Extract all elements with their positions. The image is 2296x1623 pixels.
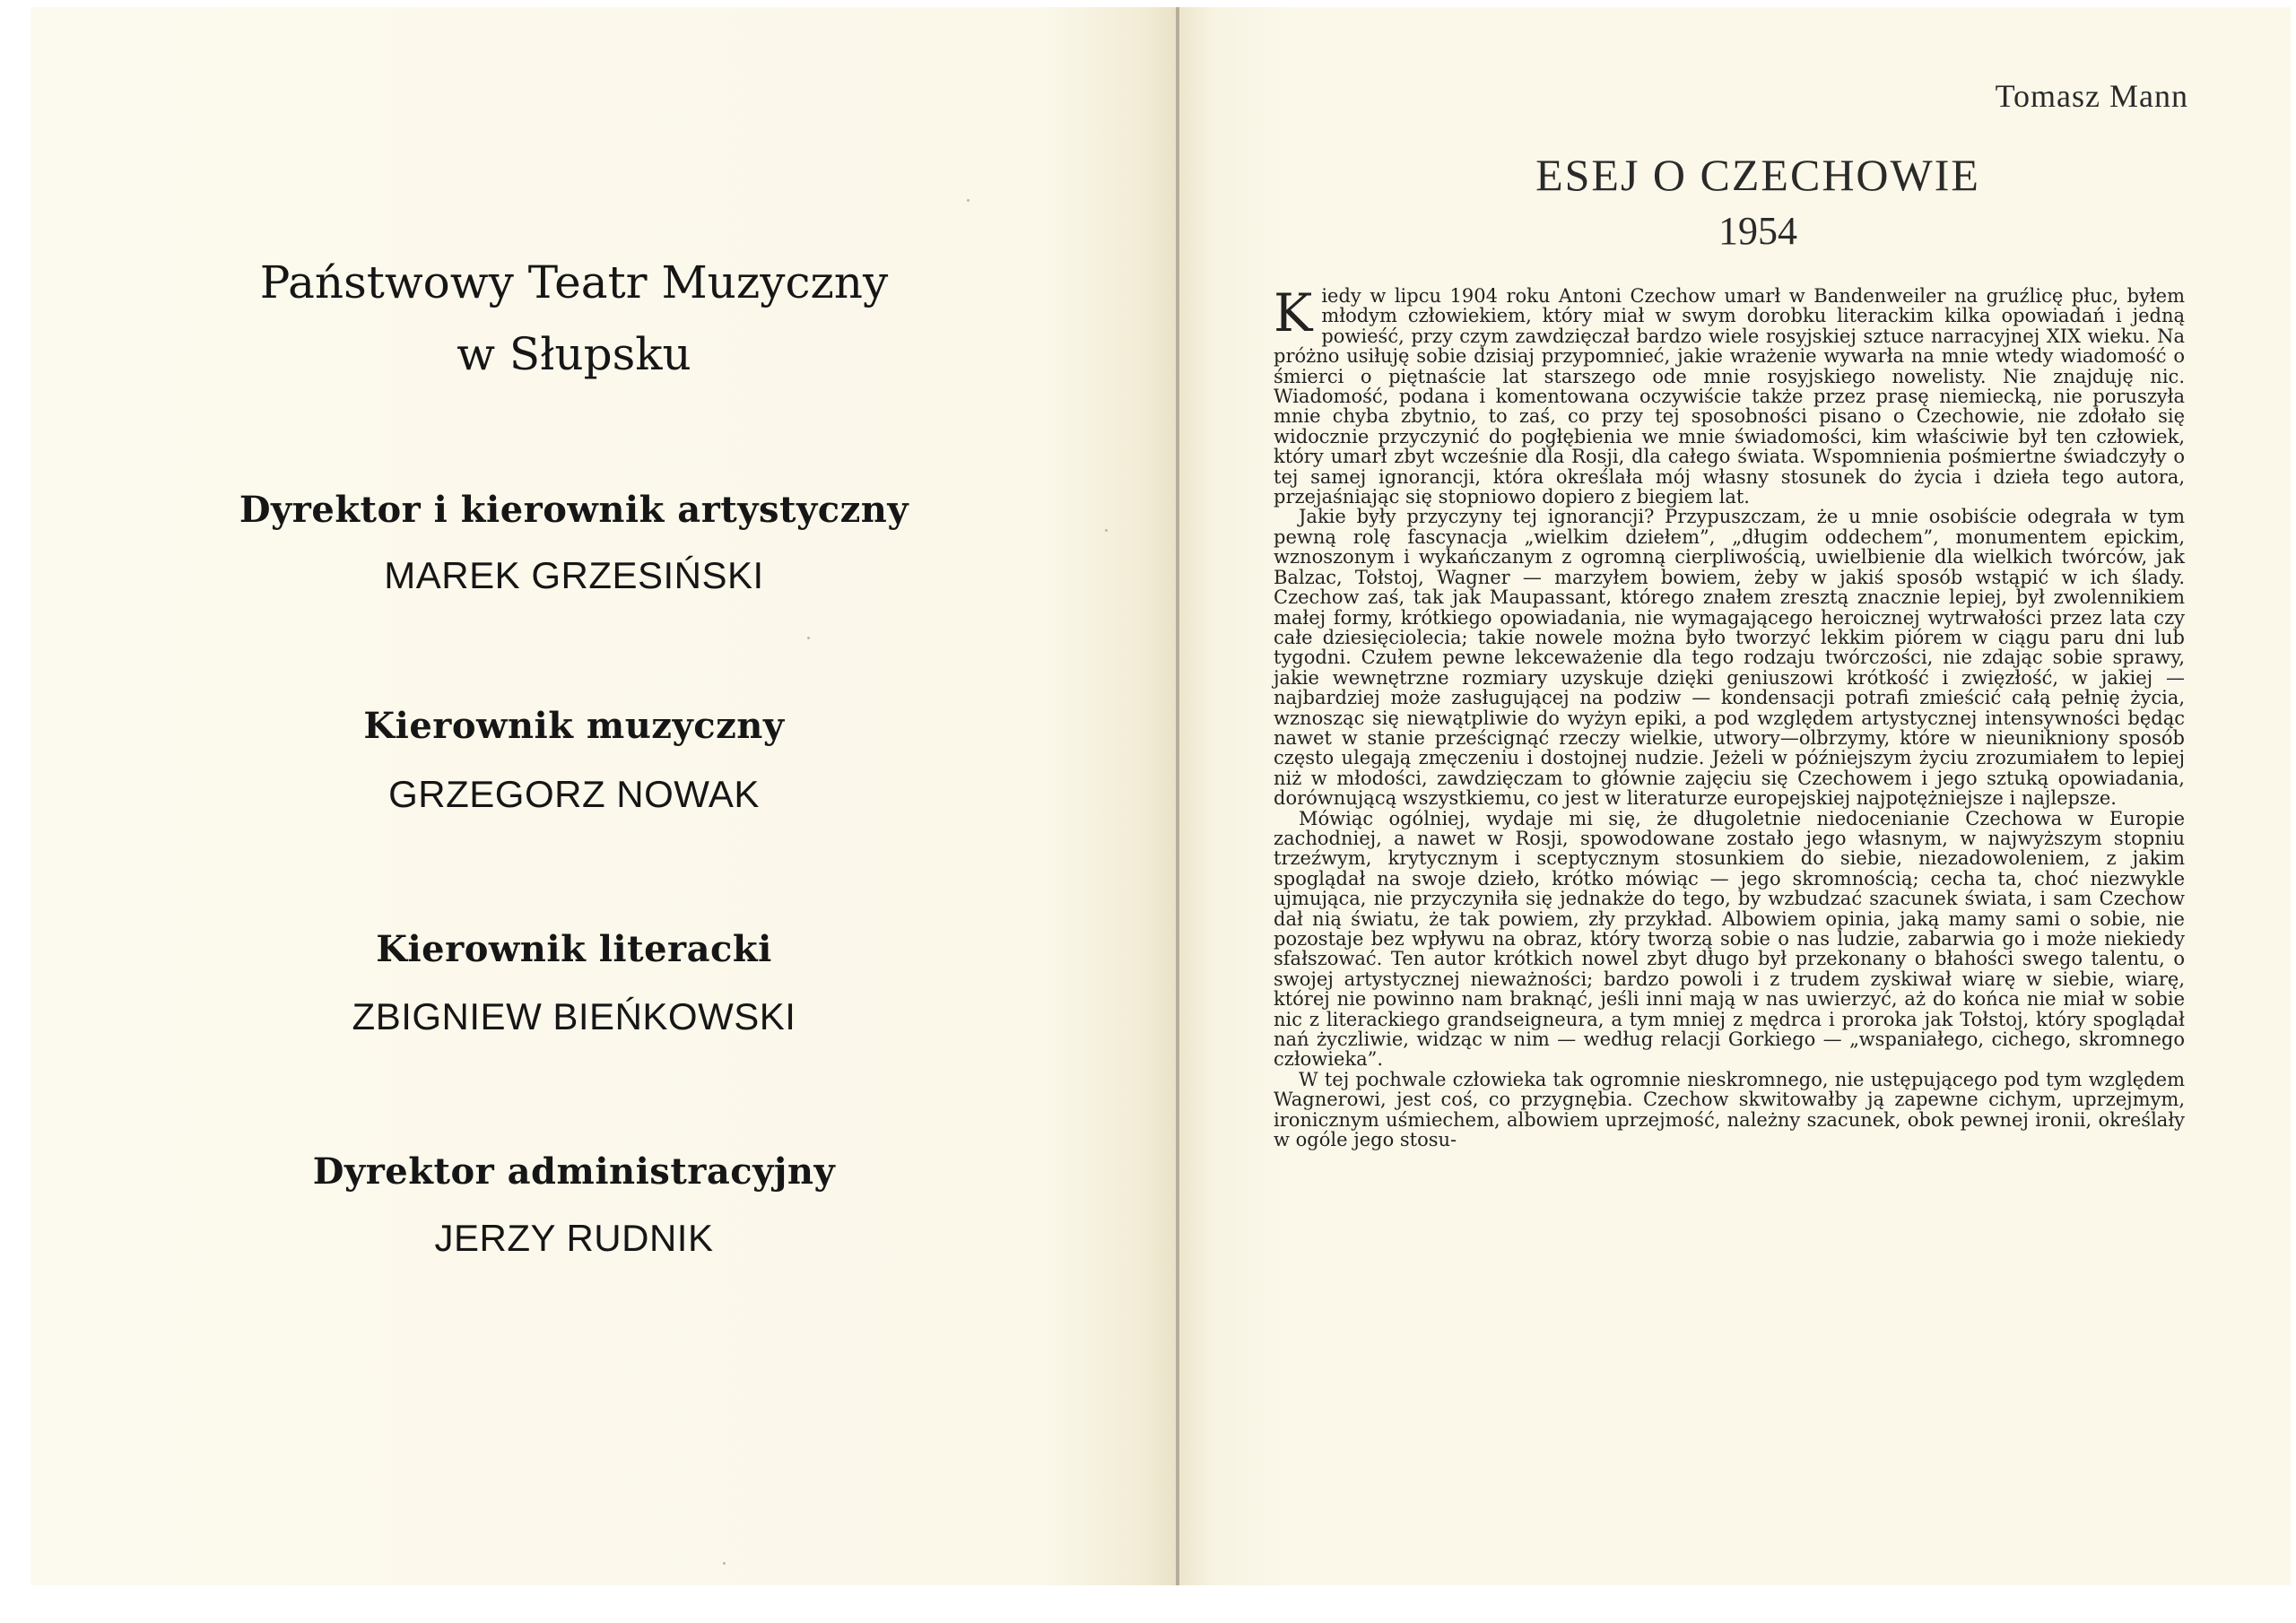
paper-speck: [807, 637, 810, 639]
staff-role-4: Dyrektor administracyjny: [312, 1150, 836, 1193]
theatre-name-line2: w Słupsku: [457, 328, 691, 380]
staff-name-4: JERZY RUDNIK: [434, 1217, 714, 1259]
essay-paragraph-3: Mówiąc ogólniej, wydaje mi się, że długoletnie niedocenianie Czechowa w Europie zachodniej, a nawet w Rosji, spowodowane zostało jego własnym, w najwyższym stopniu trzeźwym, krytycznym i sceptycznym stosunkiem do siebie, niezadowoleniem, z jakim spoglądał na swoje dzieło, krótko mówiąc — jego skromnością; cecha ta, choć niezwykle ujmująca, nie przyczyniła się jednakże do tego, by wzbudzać szacunek świata, i sam Czechow dał nią światu, że tak powiem, zły przykład. Albowiem opinia, jaką mamy sami o sobie, nie pozostaje bez wpływu na obraz, który tworzą sobie o nas ludzie, zabarwia go i może niekiedy sfałszować. Ten autor krótkich nowel zbyt długo był przekonany o błahości swego talentu, o swojej artystycznej nieważności; bardzo powoli i z trudem zyskiwał wiarę w siebie, wiarę, której nie powinno nam braknąć, jeśli inni mają w nas uwierzyć, aż do końca nie miał w sobie nic z literackiego grandseigneura, a tym mniej z mędrca i proroka jak Tołstoj, który spoglądał nań życzliwie, widząc w nim — według relacji Gorkiego — „wspaniałego, cichego, skromnego człowieka”.: [1274, 807, 2185, 1071]
paper-speck: [1105, 529, 1108, 532]
theatre-name: [0, 247, 1148, 390]
essay-paragraph-1: [1274, 282, 2185, 508]
staff-role-3: Kierownik literacki: [376, 928, 772, 970]
paper-speck: [967, 199, 970, 202]
essay-paragraph-4: W tej pochwale człowieka tak ogromnie nieskromnego, nie ustępującego pod tym względem Wagnerowi, jest coś, co przygnębia. Czechow skwitowałby ją zapewne cichym, uprzejmym, ironicznym uśmiechem, albowiem uprzejmość, należny szacunek, obok pewnej ironii, określały w ogóle jego stosu-: [1274, 1068, 2185, 1151]
essay-paragraph-1-text: iedy w lipcu 1904 roku Antoni Czechow umarł w Bandenweiler na gruźlicę płuc, byłem młodym człowiekiem, który miał w swym dorobku literackim kilka opowiadań i jedną powieść, przy czym zawdzięczał bardzo wiele rosyjskiej sztuce narracyjnej XIX wieku. Na próżno usiłuję sobie dzisiaj przypomnieć, jakie wrażenie wywarła na mnie wtedy wiadomość o śmierci o piętnaście lat starszego ode mnie rosyjskiego nowelisty. Nie znajduję nic. Wiadomość, podana i komentowana oczywiście także przez prasę niemiecką, nie poruszyła mnie chyba zbytnio, to zaś, co przy tej sposobności pisano o Czechowie, nie zdołało się widocznie przyczynić do pogłębienia we mnie świadomości, kim właściwie był ten człowiek, który umarł zbyt wcześnie dla Rosji, dla całego świata. Wspomnienia pośmiertne świadczyły o tej samej ignorancji, która określała mój własny stosunek do życia i dzieła tego autora, przejaśniając się stopniowo dopiero z biegiem lat.: [1274, 285, 2185, 508]
staff-role-2: Kierownik muzyczny: [363, 705, 785, 747]
essay-author: Tomasz Mann: [1995, 78, 2188, 114]
staff-name-2: GRZEGORZ NOWAK: [388, 773, 760, 815]
book-gutter: [1176, 7, 1179, 1585]
essay-year: 1954: [1718, 209, 1797, 253]
paper-speck: [723, 1562, 726, 1565]
staff-name-1: MAREK GRZESIŃSKI: [384, 554, 764, 596]
staff-name-3: ZBIGNIEW BIEŃKOWSKI: [352, 995, 796, 1037]
essay-paragraph-2: Jakie były przyczyny tej ignorancji? Przypuszczam, że u mnie osobiście odegrała w tym pewną rolę fascynacja „wielkim dziełem”, „długim oddechem”, monumentem epickim, wznoszonym i wykańczanym z ogromną cierpliwością, uwielbienie dla wielkich twórców, jak Balzac, Tołstoj, Wagner — marzyłem bowiem, żeby w jakiś sposób wstąpić w ich ślady. Czechow zaś, tak jak Maupassant, którego znałem zresztą znacznie lepiej, był zwolennikiem małej formy, krótkiego opowiadania, nie wymagającego heroicznej wytrwałości przez lata czy całe dziesięciolecia; takie nowele można było tworzyć lekkim piórem w ciągu paru dni lub tygodni. Czułem pewne lekceważenie dla tego rodzaju twórczości, nie zdając sobie sprawy, jakie wewnętrzne rozmiary uzyskuje dzięki geniuszowi krótkość i zwięzłość, w jakiej — najbardziej może zasługującej na podziw — kondensacji potrafi zmieścić całą pełnię życia, wznosząc się niewątpliwie do wyżyn epiki, a pod względem artystycznej intensywności będąc nawet w stanie prześcignąć rzeczy wielkie, utwory—olbrzymy, które w nieunikniony sposób często ulegają zmęczeniu i dostojnej nudzie. Jeżeli w późniejszym życiu zrozumiałem to lepiej niż w młodości, zawdzięczam to głównie zajęciu się Czechowem i jego sztuką opowiadania, dorównującą wszystkiemu, co jest w literaturze europejskiej najpotężniejsze i najlepsze.: [1274, 506, 2185, 810]
staff-role-1: Dyrektor i kierownik artystyczny: [239, 489, 909, 531]
essay-body: [1274, 282, 2185, 1151]
essay-title: ESEJ O CZECHOWIE: [1535, 150, 1980, 200]
theatre-name-line1: Państwowy Teatr Muzyczny: [259, 256, 889, 308]
drop-cap: K: [1274, 282, 1313, 343]
left-page-content: [0, 0, 1148, 1578]
